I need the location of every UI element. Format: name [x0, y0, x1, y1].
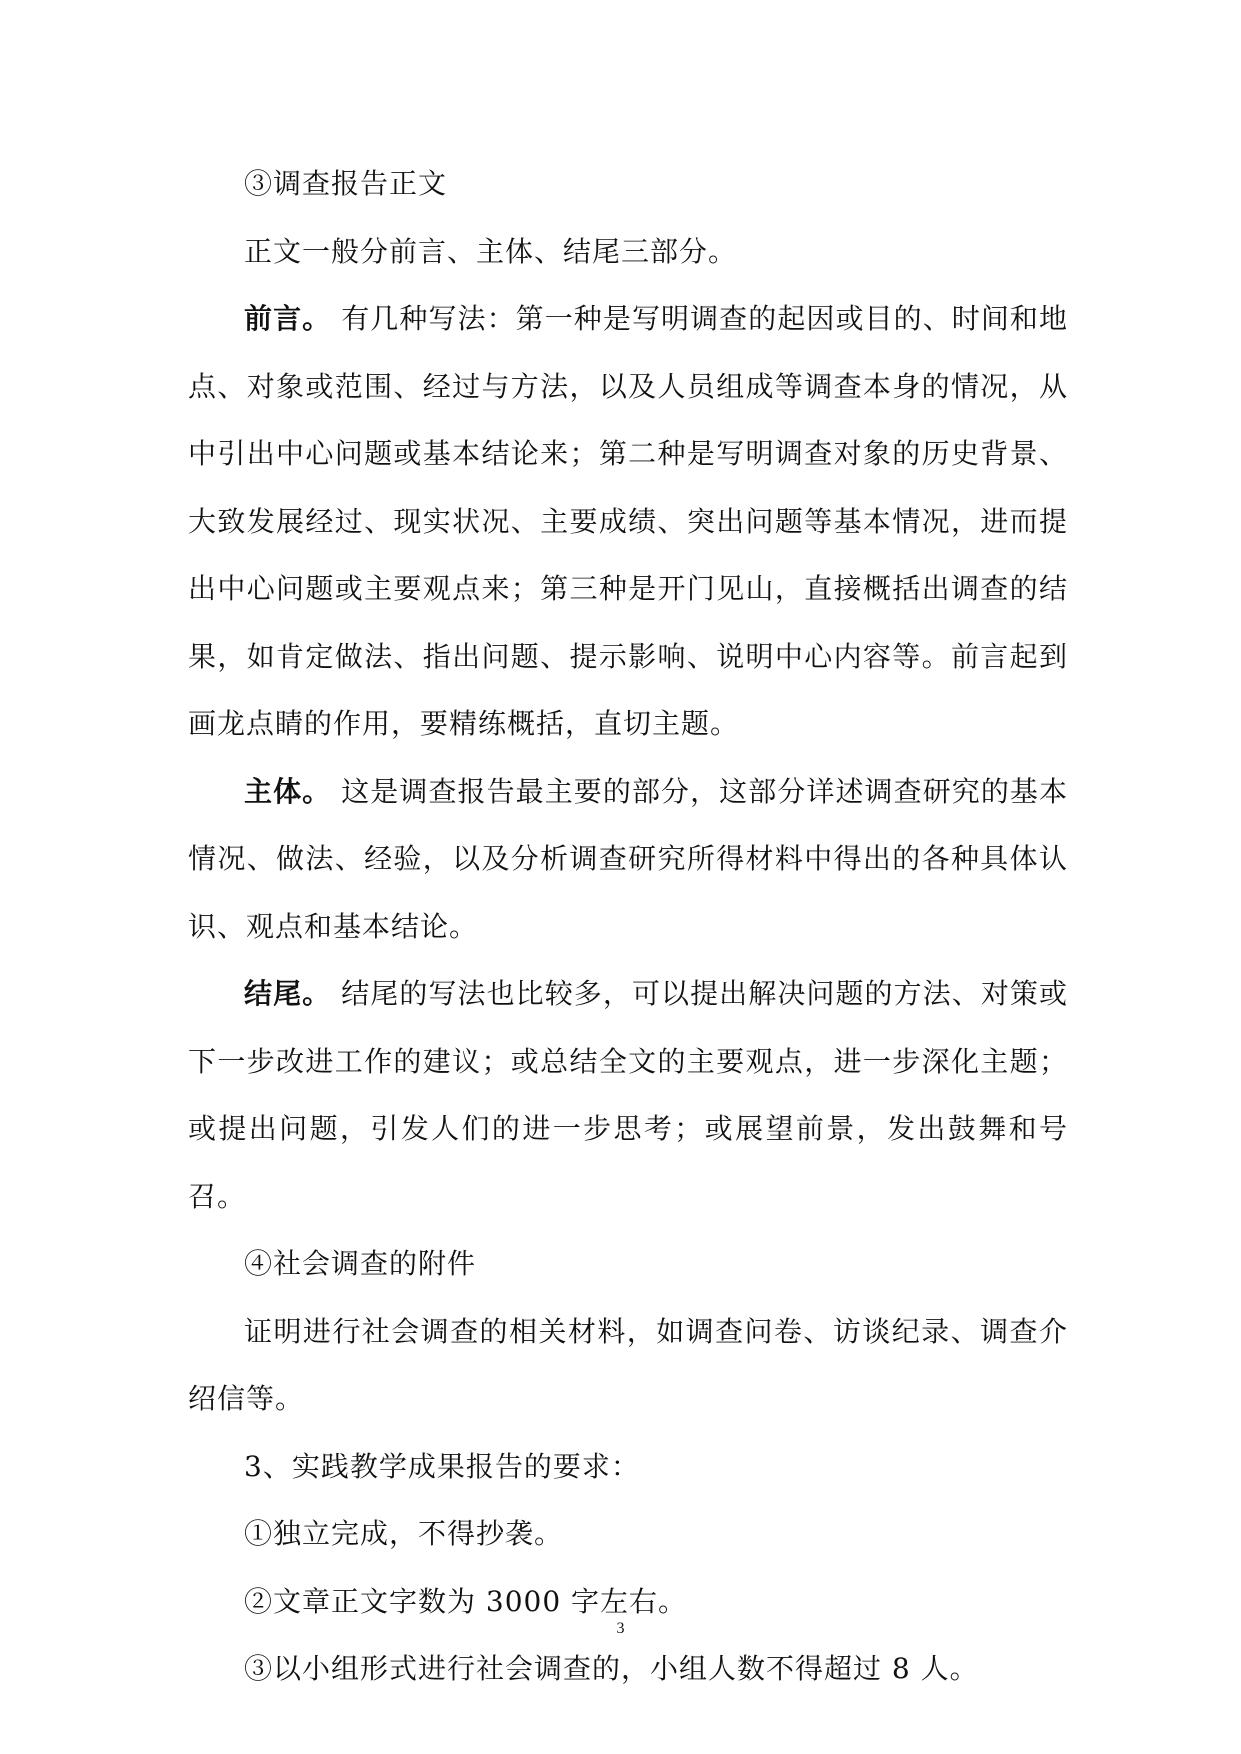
label-main-body: 主体。 [244, 774, 332, 808]
section-heading-attachment: ④社会调查的附件 [244, 1247, 477, 1280]
paragraph-attachment: 证明进行社会调查的相关材料，如调查问卷、访谈纪录、调查介绍信等。 [188, 1314, 1068, 1415]
requirement-item: ①独立完成，不得抄袭。 [244, 1517, 564, 1550]
section-heading-report-body: ③调查报告正文 [244, 167, 448, 200]
document-body [188, 150, 1068, 1703]
text-ending: 结尾的写法也比较多，可以提出解决问题的方法、对策或下一步改进工作的建议；或总结全文的主要观点，进一步深化主题；或提出问题，引发人们的进一步思考；或展望前景，发出鼓舞和号召。 [188, 977, 1068, 1213]
text-foreword: 有几种写法：第一种是写明调查的起因或目的、时间和地点、对象或范围、经过与方法，以及人员组成等调查本身的情况，从中引出中心问题或基本结论来；第二种是写明调查对象的历史背景、大致发展经过、现实状况、主要成绩、突出问题等基本情况，进而提出中心问题或主要观点来；第三种是开门见山，直接概括出调查的结果，如肯定做法、指出问题、提示影响、说明中心内容等。前言起到画龙点睛的作用，要精练概括，直切主题。 [188, 302, 1068, 740]
paragraph-foreword [188, 285, 1068, 758]
page-number: 3 [616, 1620, 625, 1637]
requirement-item: ②文章正文字数为 3000 字左右。 [244, 1584, 688, 1618]
label-foreword: 前言。 [244, 302, 332, 335]
paragraph-main-body [188, 758, 1068, 961]
label-ending: 结尾。 [244, 977, 332, 1010]
paragraph-intro: 正文一般分前言、主体、结尾三部分。 [244, 234, 738, 268]
requirements-heading: 3、实践教学成果报告的要求： [244, 1449, 640, 1483]
text-main-body: 这是调查报告最主要的部分，这部分详述调查研究的基本情况、做法、经验，以及分析调查研究所得材料中得出的各种具体认识、观点和基本结论。 [188, 774, 1068, 943]
requirement-item: ③以小组形式进行社会调查的，小组人数不得超过 8 人。 [244, 1652, 979, 1685]
paragraph-ending [188, 960, 1068, 1230]
